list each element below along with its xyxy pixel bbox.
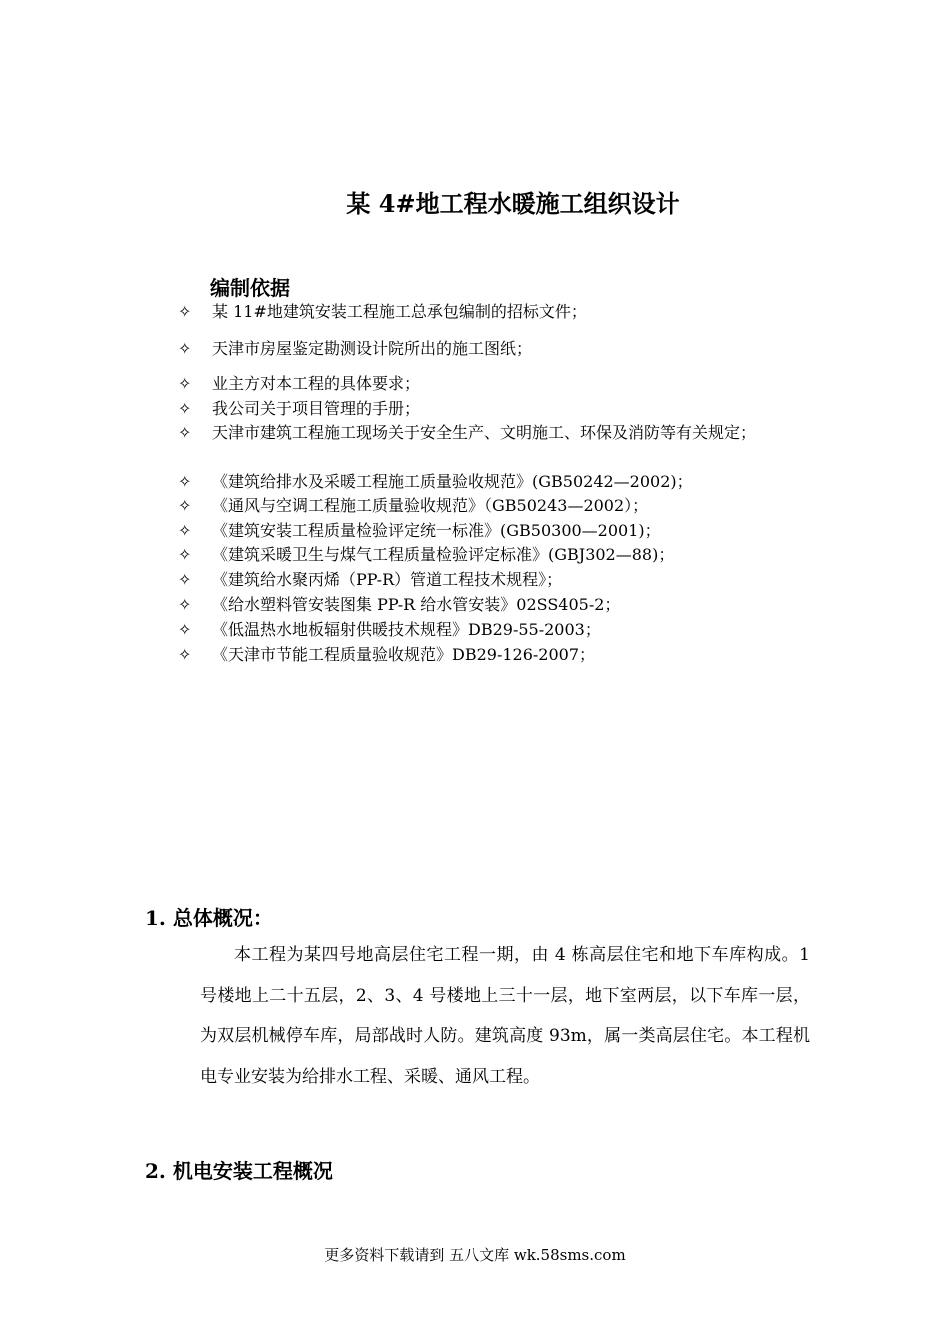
bullet-icon: ✧ bbox=[178, 521, 192, 540]
section-heading-mep: 2. 机电安装工程概况 bbox=[145, 1159, 333, 1183]
bullet-icon: ✧ bbox=[178, 496, 192, 515]
bullet-icon: ✧ bbox=[178, 472, 192, 491]
overview-paragraph: 本工程为某四号地高层住宅工程一期，由 4 栋高层住宅和地下车库构成。1 号楼地上二十五层，2、3、4 号楼地上三十一层，地下室两层，以下车库一层，为双层机械停车库，局部战时人防。建筑高度 93m，属一类高层住宅。本工程机电专业安装为给排水工程、采暖、通风工程。 bbox=[200, 945, 810, 1087]
list-item: ✧ 《建筑安装工程质量检验评定统一标准》(GB50300—2001)； bbox=[178, 519, 661, 543]
list-item: ✧ 我公司关于项目管理的手册； bbox=[178, 397, 420, 421]
bullet-icon: ✧ bbox=[178, 545, 192, 564]
list-item: ✧ 《通风与空调工程施工质量验收规范》（GB50243—2002）； bbox=[178, 494, 648, 518]
bullet-icon: ✧ bbox=[178, 423, 192, 442]
section-heading-overview: 1. 总体概况： bbox=[145, 906, 273, 930]
basis-heading: 编制依据 bbox=[210, 276, 290, 300]
bullet-icon: ✧ bbox=[178, 302, 192, 321]
bullet-icon: ✧ bbox=[178, 339, 192, 358]
list-item: ✧ 某 11#地建筑安装工程施工总承包编制的招标文件； bbox=[178, 300, 587, 324]
list-item: ✧ 《给水塑料管安装图集 PP-R 给水管安装》02SS405-2； bbox=[178, 593, 620, 617]
list-item: ✧ 《天津市节能工程质量验收规范》DB29-126-2007； bbox=[178, 643, 595, 667]
list-item: ✧ 天津市房屋鉴定勘测设计院所出的施工图纸； bbox=[178, 337, 532, 361]
list-item: ✧ 《建筑给排水及采暖工程施工质量验收规范》(GB50242—2002)； bbox=[178, 470, 693, 494]
bullet-icon: ✧ bbox=[178, 645, 192, 664]
list-item: ✧ 《建筑采暖卫生与煤气工程质量检验评定标准》(GBJ302—88)； bbox=[178, 543, 674, 567]
document-title: 某 4#地工程水暖施工组织设计 bbox=[346, 189, 680, 218]
bullet-icon: ✧ bbox=[178, 595, 192, 614]
list-item: ✧ 《低温热水地板辐射供暖技术规程》DB29-55-2003； bbox=[178, 618, 601, 642]
bullet-icon: ✧ bbox=[178, 570, 192, 589]
page-footer: 更多资料下载请到 五八文库 wk.58sms.com bbox=[324, 1246, 626, 1264]
list-item: ✧ 《建筑给水聚丙烯（PP-R）管道工程技术规程》； bbox=[178, 568, 562, 592]
bullet-icon: ✧ bbox=[178, 374, 192, 393]
list-item: ✧ 天津市建筑工程施工现场关于安全生产、文明施工、环保及消防等有关规定； bbox=[178, 421, 812, 445]
bullet-icon: ✧ bbox=[178, 620, 192, 639]
bullet-icon: ✧ bbox=[178, 399, 192, 418]
list-item: ✧ 业主方对本工程的具体要求； bbox=[178, 372, 420, 396]
